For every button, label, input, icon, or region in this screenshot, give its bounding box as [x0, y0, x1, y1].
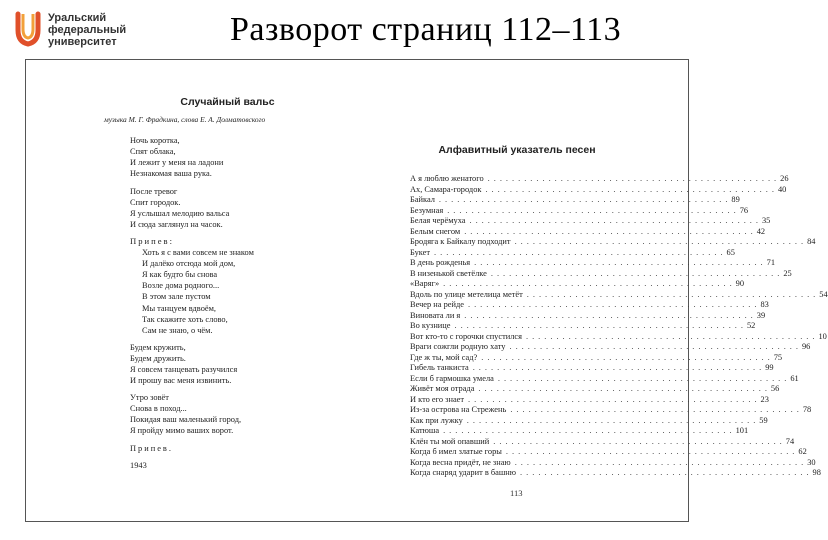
index-entry-page: 99: [765, 363, 774, 372]
chorus-label: Припев:: [130, 235, 174, 246]
leader-dots: ................................................: [474, 258, 767, 267]
index-entry-page: 59: [759, 415, 768, 425]
index-entry: [410, 352, 783, 364]
verse-line: Ночь коротка,: [130, 136, 180, 146]
left-page: [104, 96, 345, 471]
urfu-logo-icon: [14, 10, 42, 48]
chorus-line: Хоть я с вами совсем не знаком: [142, 248, 254, 258]
stanza-3: [130, 342, 345, 386]
index-entry-page: 26: [780, 174, 789, 183]
index-entry-title: Безумная: [410, 205, 444, 215]
leader-dots: ................................................: [526, 289, 820, 299]
verse-line: И лежит у меня на ладони: [130, 158, 224, 168]
university-logo: [14, 10, 154, 50]
index-entry: [410, 258, 776, 269]
leader-dots: ................................................: [481, 352, 774, 362]
index-entry: [410, 268, 792, 280]
leader-dots: ................................................: [469, 216, 762, 225]
leader-dots: ................................................: [466, 415, 760, 425]
index-entry-page: 40: [777, 184, 787, 194]
verse-line: Незнакомая ваша рука.: [130, 169, 212, 179]
index-entry-title: Катюша: [410, 426, 440, 435]
index-entry-title: Когда весна придёт, не знаю: [410, 457, 511, 467]
index-entry: [410, 457, 816, 469]
index-entry-page: 39: [756, 310, 766, 320]
right-page: [410, 144, 828, 479]
index-entry-title: Враги сожгли родную хату: [410, 342, 506, 351]
chorus-line: Я как будто бы снова: [142, 270, 218, 280]
leader-dots: ................................................: [468, 394, 761, 404]
leader-dots: ................................................: [493, 436, 786, 446]
leader-dots: ................................................: [520, 468, 813, 477]
index-entry: [410, 184, 787, 196]
page-number: 113: [510, 488, 523, 498]
index-entry-title: Ах, Самара-городок: [410, 184, 482, 194]
index-entry-title: И кто его знает: [410, 394, 465, 404]
index-entry-page: 71: [766, 258, 776, 267]
index-entry-title: Вдоль по улице метелица метёт: [410, 289, 523, 299]
leader-dots: ................................................: [434, 247, 727, 257]
leader-dots: ................................................: [490, 268, 784, 278]
index-entry: [410, 237, 816, 248]
index-entry: [410, 436, 795, 448]
index-entry-title: Как при лужку: [410, 415, 463, 425]
index-entry: [410, 426, 749, 437]
index-entry: [410, 363, 774, 374]
index-entry-page: 89: [731, 195, 740, 204]
index-entry-title: Из-за острова на Стрежень: [410, 405, 507, 414]
leader-dots: ................................................: [497, 373, 791, 383]
index-entry: [410, 468, 821, 479]
index-entry-page: 84: [807, 237, 816, 246]
verse-line: Я совсем танцевать разучился: [130, 364, 238, 374]
index-entry-page: 83: [760, 300, 769, 309]
verse-line: Спят облака,: [130, 147, 176, 157]
verse-line: Будем кружить,: [130, 342, 186, 352]
index-entry-title: Бродяга к Байкалу подходит: [410, 237, 511, 246]
index-entry: [410, 300, 769, 311]
logo-text: Уральский федеральный университет: [48, 12, 127, 48]
index-entry-page: 23: [760, 394, 769, 404]
index-entry-page: 98: [812, 468, 821, 477]
song-year: 1943: [130, 460, 147, 470]
verse-line: Спит городок.: [130, 197, 181, 207]
leader-dots: ................................................: [464, 310, 757, 320]
index-entry-title: Клён ты мой опавший: [410, 436, 490, 446]
leader-dots: ................................................: [472, 363, 766, 372]
verse-line: После тревог: [130, 186, 178, 196]
index-entry-page: 62: [798, 447, 807, 456]
index-entry-page: 54: [819, 289, 828, 299]
leader-dots: ................................................: [467, 300, 761, 309]
index-entry-title: Когда снаряд ударит в башню: [410, 468, 517, 477]
index-entry-page: 96: [801, 342, 811, 351]
chorus-line: И далёко отсюда мой дом,: [142, 259, 236, 269]
index-entry-page: 35: [761, 216, 771, 225]
index-entry-title: Гибель танкиста: [410, 363, 469, 372]
index-entry: [410, 216, 771, 227]
index-entry-title: Вечер на рейде: [410, 300, 464, 309]
leader-dots: ................................................: [478, 384, 771, 393]
index-entry: [410, 289, 828, 301]
index-entry-title: «Варяг»: [410, 279, 440, 288]
song-index-list: [410, 174, 828, 479]
index-entry-title: Во кузнице: [410, 321, 451, 330]
chorus-line: Сам не знаю, о чём.: [142, 325, 213, 335]
leader-dots: ................................................: [505, 447, 799, 456]
leader-dots: ................................................: [509, 342, 802, 351]
index-entry-title: Где ж ты, мой сад?: [410, 352, 478, 362]
index-entry-page: 76: [739, 205, 749, 215]
index-entry-page: 25: [783, 268, 792, 278]
index-entry-page: 30: [807, 457, 816, 467]
index-entry-page: 101: [735, 426, 749, 435]
index-entry: [410, 247, 735, 259]
verse-line: И прошу вас меня извинить.: [130, 376, 232, 386]
index-entry: [410, 342, 811, 353]
verse-line: Будем дружить.: [130, 353, 186, 363]
index-entry: [410, 321, 756, 332]
index-entry-title: А я люблю женатого: [410, 174, 484, 183]
chorus: [130, 247, 345, 336]
chorus-line: Мы танцуем вдвоём,: [142, 303, 217, 313]
stanza-2: [130, 186, 345, 230]
leader-dots: ................................................: [443, 279, 736, 288]
index-entry: [410, 447, 807, 458]
index-entry-title: Виновата ли я: [410, 310, 461, 320]
chorus-repeat-label: Припев.: [130, 443, 173, 453]
leader-dots: ................................................: [514, 457, 808, 467]
leader-dots: ................................................: [454, 321, 747, 330]
index-entry-page: 56: [770, 384, 780, 393]
index-title: Алфавитный указатель песен: [438, 144, 596, 156]
verse-line: Утро зовёт: [130, 393, 169, 403]
leader-dots: ................................................: [438, 195, 732, 204]
index-entry-page: 42: [756, 226, 766, 236]
page-spread-frame: [25, 59, 828, 522]
stanza-4: [130, 392, 345, 436]
leader-dots: ................................................: [447, 205, 740, 215]
index-entry-page: 74: [785, 436, 795, 446]
index-entry: [410, 195, 740, 206]
index-entry-title: Когда б имел златые горы: [410, 447, 502, 456]
index-entry-page: 90: [735, 279, 745, 288]
index-entry-title: В день рожденья: [410, 258, 471, 267]
verse-line: Я пройду мимо ваших ворот.: [130, 426, 234, 436]
index-entry: [410, 415, 768, 427]
slide-title: Разворот страниц 112–113: [230, 11, 622, 48]
index-entry: [410, 310, 766, 322]
index-entry-title: Живёт моя отрада: [410, 384, 475, 393]
leader-dots: ................................................: [510, 405, 803, 414]
index-entry-title: Вот кто-то с горочки спустился: [410, 331, 522, 341]
index-entry: [410, 405, 812, 416]
song-title: Случайный вальс: [180, 96, 275, 108]
index-entry-title: Байкал: [410, 195, 435, 204]
index-entry: [410, 394, 769, 406]
leader-dots: ................................................: [443, 426, 736, 435]
index-entry: [410, 331, 827, 343]
index-entry: [410, 226, 766, 238]
index-entry: [410, 279, 745, 290]
index-entry-title: Если б гармошка умела: [410, 373, 494, 383]
verse-line: И сюда заглянул на часок.: [130, 219, 223, 229]
index-entry-page: 52: [746, 321, 756, 330]
chorus-line: Возле дома родного...: [142, 281, 220, 291]
stanza-1: [130, 135, 345, 179]
song-credits: музыка М. Г. Фрадкина, слова Е. А. Долматовского: [104, 115, 266, 125]
index-entry-title: Букет: [410, 247, 431, 257]
index-entry: [410, 384, 780, 395]
verse-line: Покидая ваш маленький город,: [130, 415, 242, 425]
verse-line: Снова в поход...: [130, 404, 187, 414]
leader-dots: ................................................: [525, 331, 819, 341]
verse-line: Я услышал мелодию вальса: [130, 208, 230, 218]
chorus-line: Так скажите хоть слово,: [142, 314, 228, 324]
index-entry-page: 10: [818, 331, 827, 341]
index-entry-title: В низенькой светёлке: [410, 268, 487, 278]
index-entry-page: 78: [802, 405, 812, 414]
leader-dots: ................................................: [487, 174, 781, 183]
leader-dots: ................................................: [514, 237, 808, 246]
chorus-line: В этом зале пустом: [142, 292, 211, 302]
index-entry-title: Белым снегом: [410, 226, 461, 236]
index-entry-page: 65: [726, 247, 735, 257]
index-entry-title: Белая черёмуха: [410, 216, 466, 225]
index-entry: [410, 174, 789, 185]
index-entry-page: 61: [790, 373, 799, 383]
index-entry-page: 75: [773, 352, 783, 362]
index-entry: [410, 373, 799, 385]
index-entry: [410, 205, 749, 217]
leader-dots: ................................................: [485, 184, 778, 194]
leader-dots: ................................................: [464, 226, 757, 236]
